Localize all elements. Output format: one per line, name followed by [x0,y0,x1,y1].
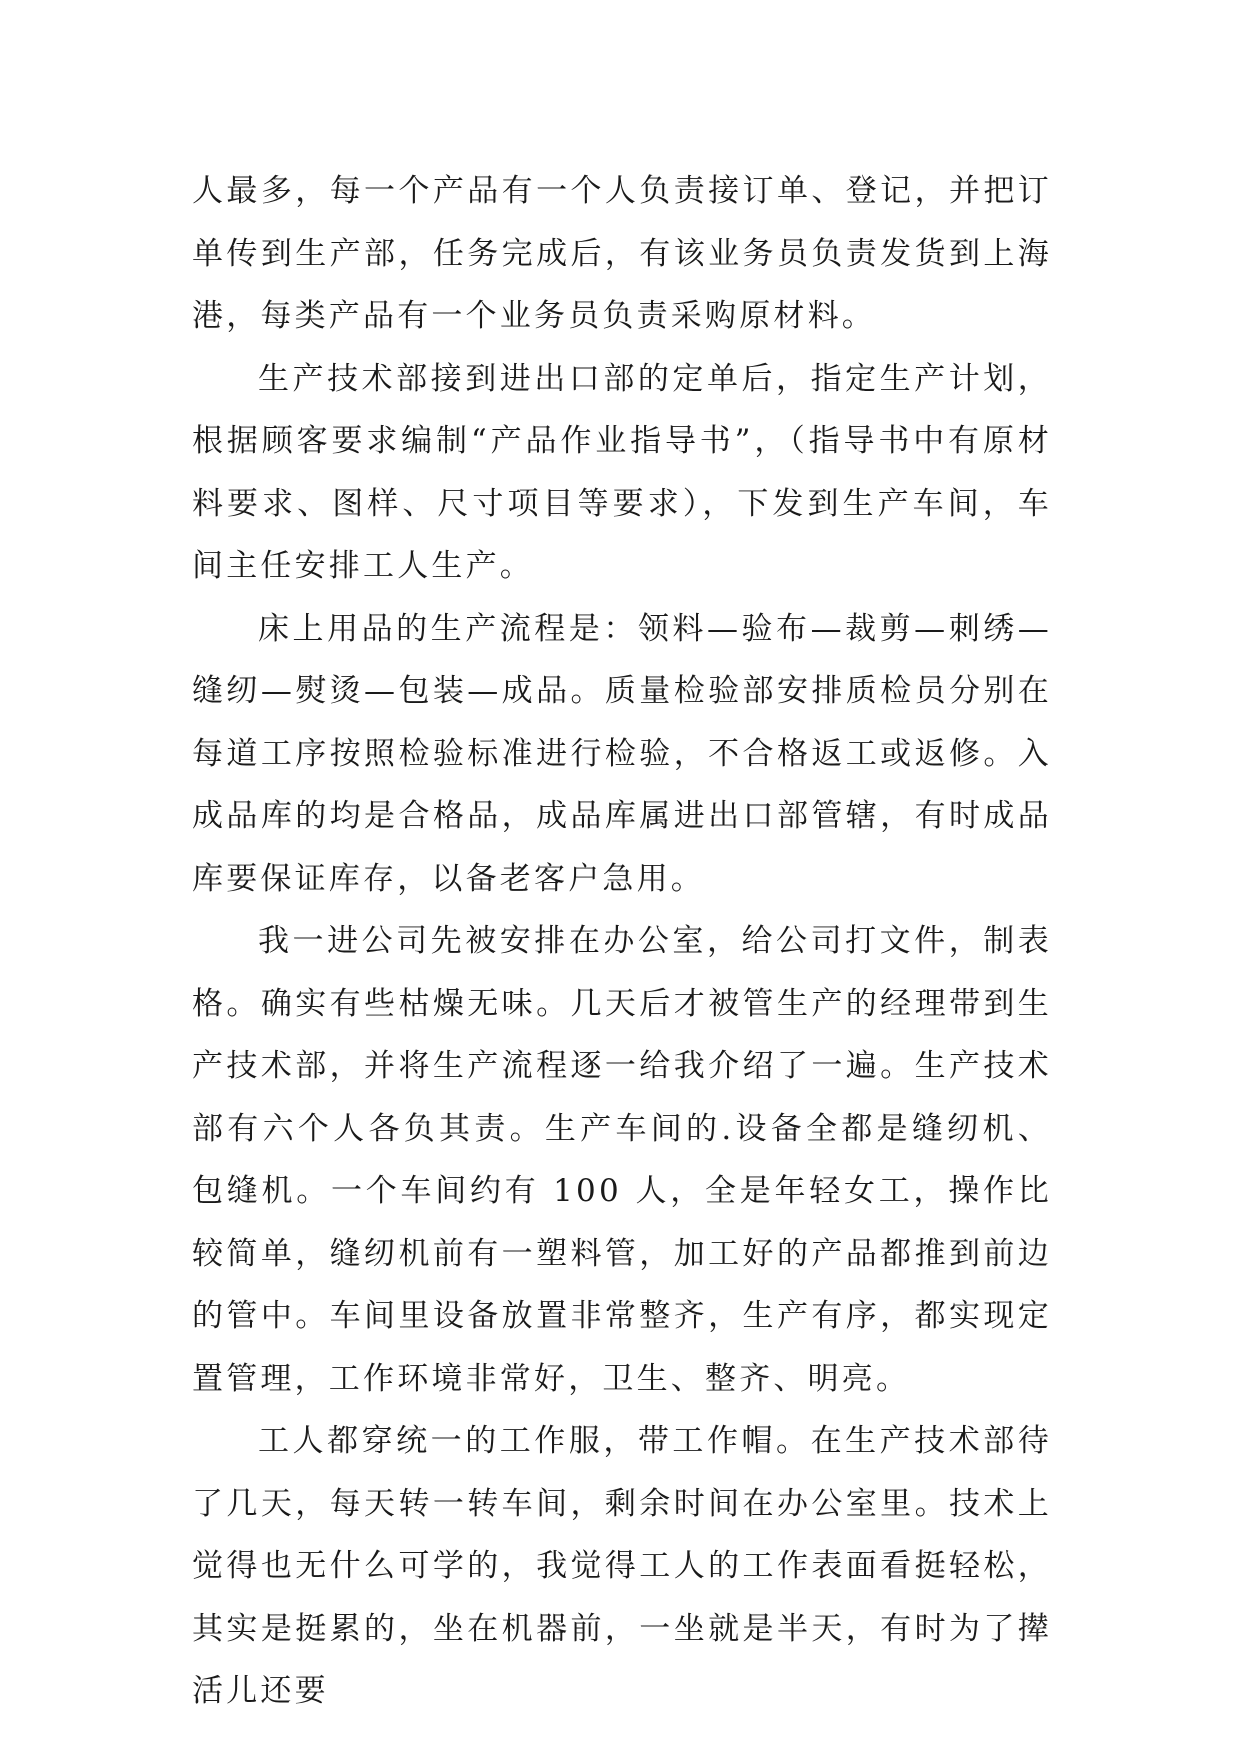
paragraph-worker-observations: 工人都穿统一的工作服，带工作帽。在生产技术部待了几天，每天转一转车间，剩余时间在办公室里。技术上觉得也无什么可学的，我觉得工人的工作表面看挺轻松，其实是挺累的，坐在机器前，一坐就是半天，有时为了撵活儿还要 [192,1423,1052,1709]
paragraph-workshop-introduction: 我一进公司先被安排在办公室，给公司打文件，制表格。确实有些枯燥无味。几天后才被管生产的经理带到生产技术部，并将生产流程逐一给我介绍了一遍。生产技术部有六个人各负其责。生产车间的.设备全都是缝纫机、包缝机。一个车间约有 100 人，全是年轻女工，操作比较简单，缝纫机前有一塑料管，加工好的产品都推到前边的管中。车间里设备放置非常整齐，生产有序，都实现定置管理，工作环境非常好，卫生、整齐、明亮。 [192,923,1052,1397]
paragraph-ordering-process: 人最多，每一个产品有一个人负责接订单、登记，并把订单传到生产部，任务完成后，有该业务员负责发货到上海港，每类产品有一个业务员负责采购原材料。 [192,173,1052,334]
paragraph-production-planning: 生产技术部接到进出口部的定单后，指定生产计划，根据顾客要求编制“产品作业指导书”，（指导书中有原材料要求、图样、尺寸项目等要求），下发到生产车间，车间主任安排工人生产。 [192,360,1052,584]
paragraph-production-flow: 床上用品的生产流程是：领料—验布—裁剪—刺绣—缝纫—熨烫—包装—成品。质量检验部安排质检员分别在每道工序按照检验标准进行检验，不合格返工或返修。入成品库的均是合格品，成品库属进出口部管辖，有时成品库要保证库存，以备老客户急用。 [192,610,1052,897]
document-body [192,160,1052,1723]
